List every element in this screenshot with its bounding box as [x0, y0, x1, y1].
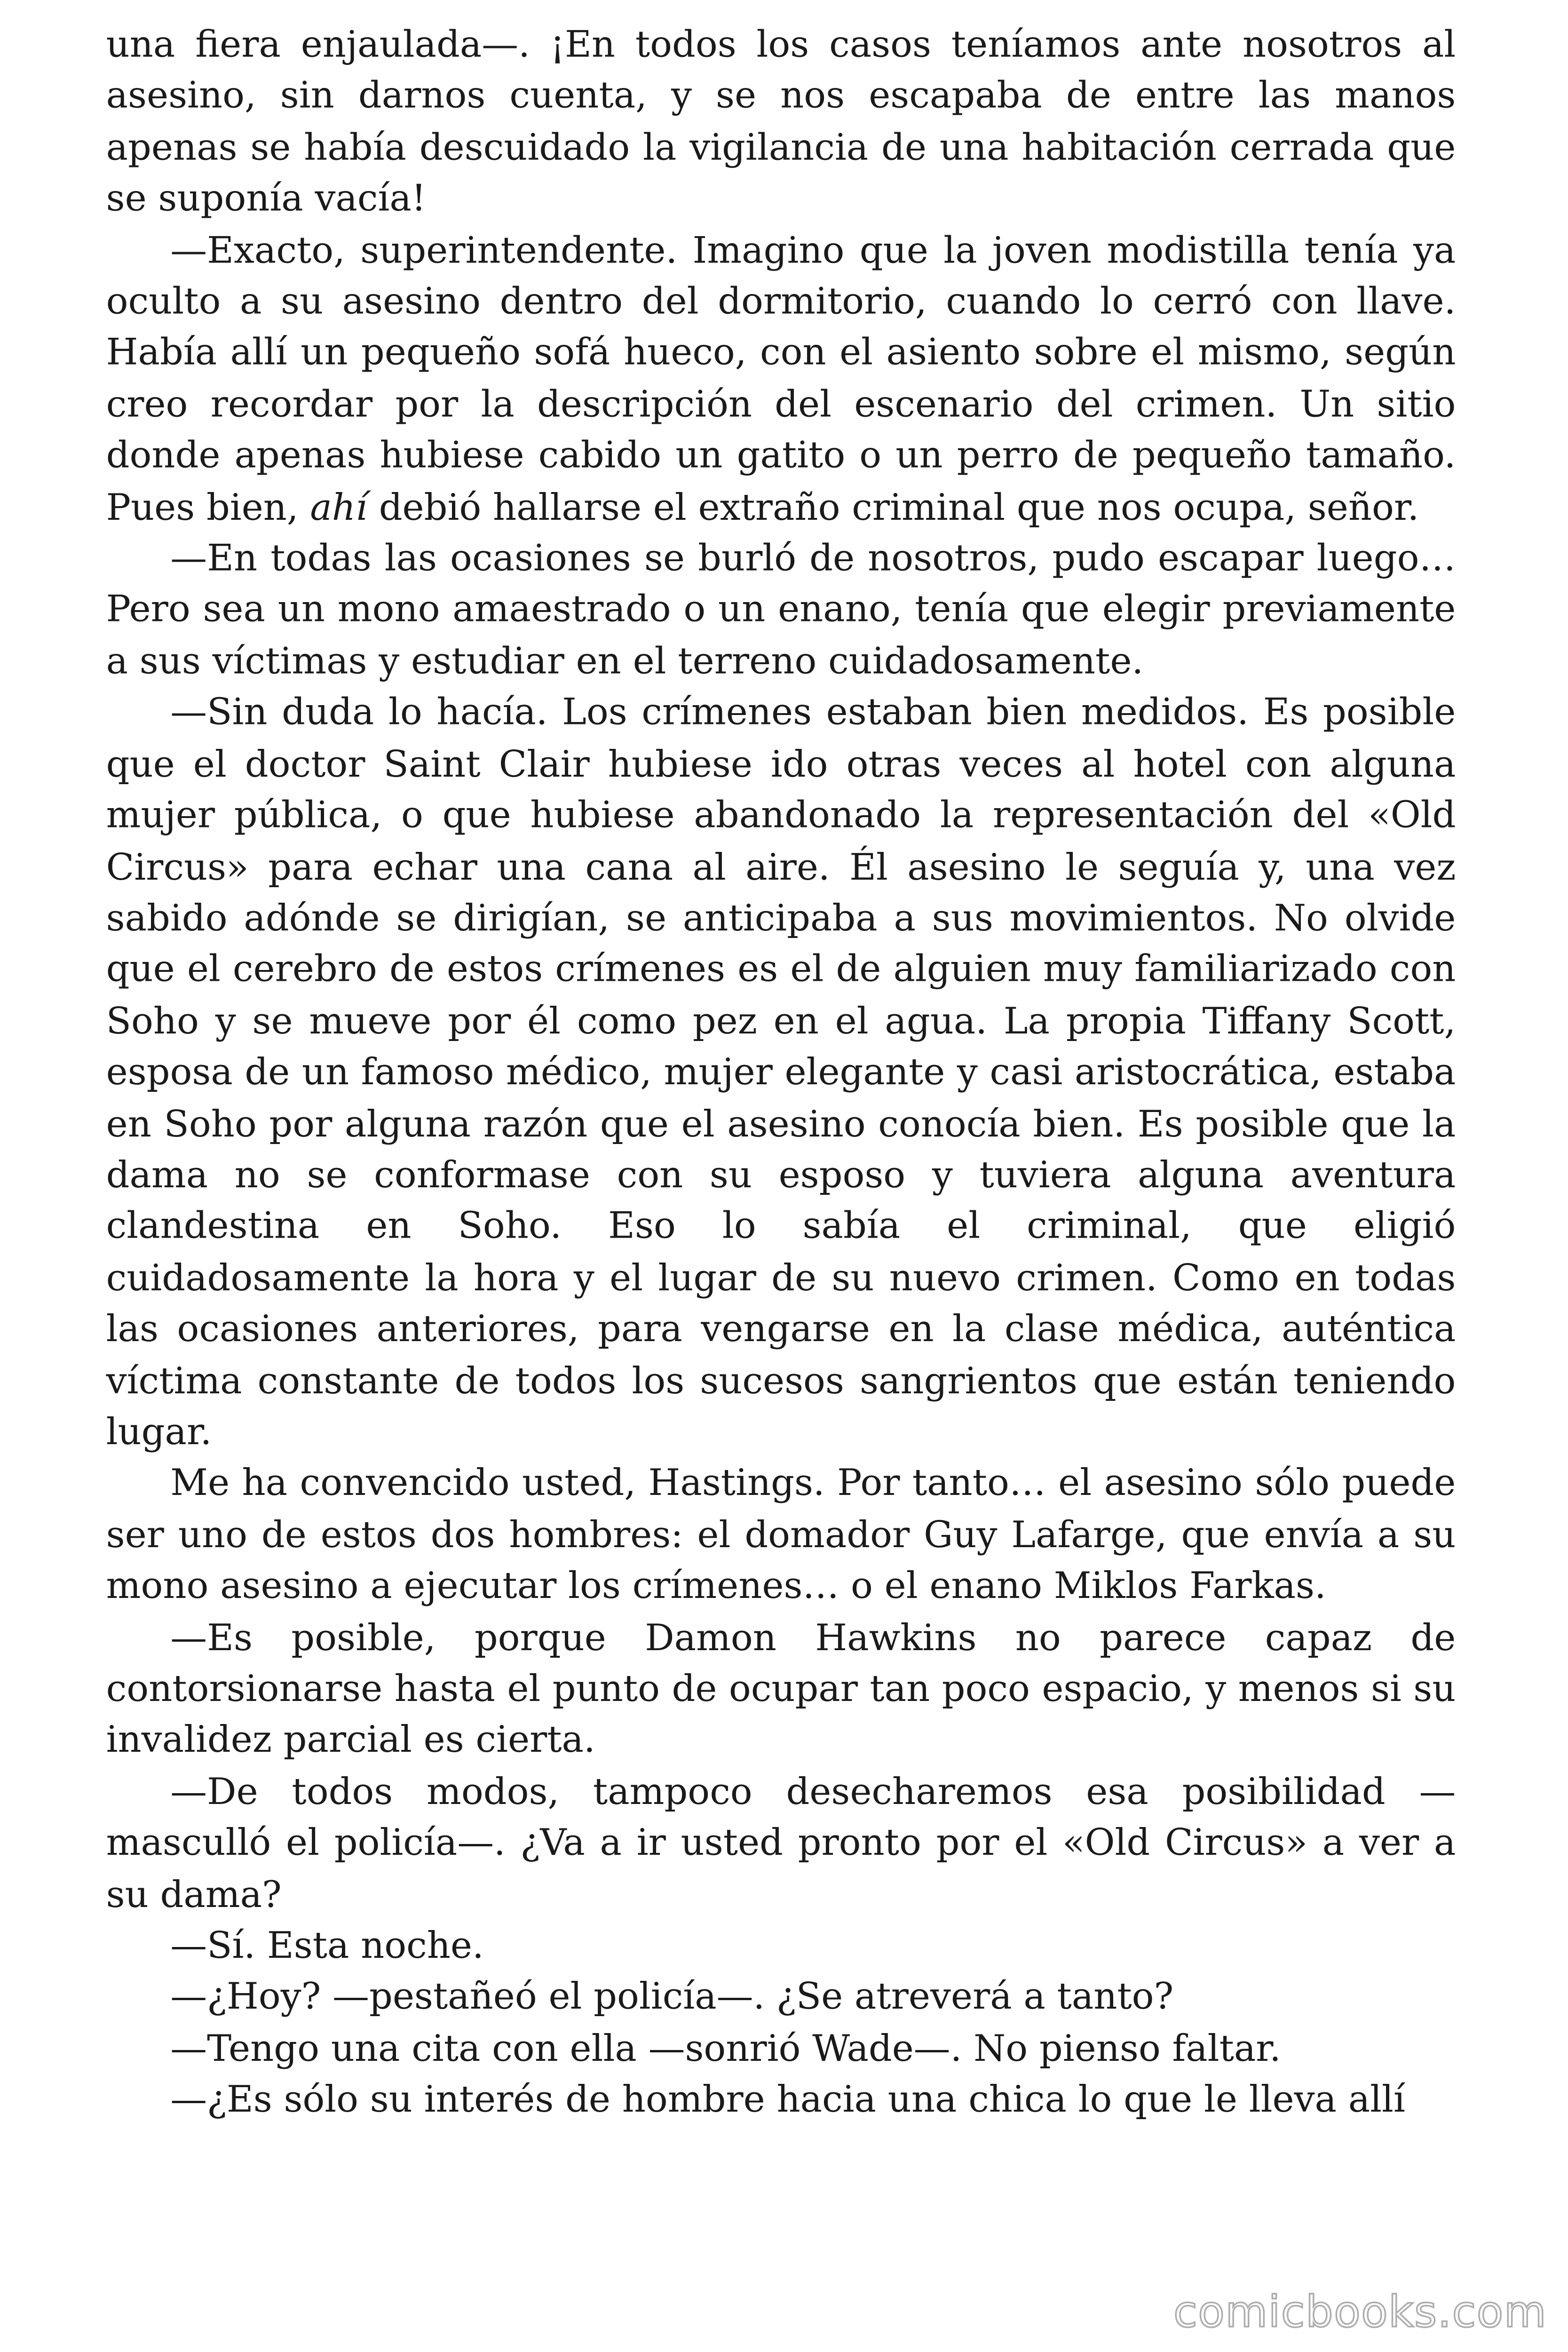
paragraph-9 — [106, 1972, 1456, 2023]
body-text — [106, 19, 1456, 2126]
watermark-logo: comicbooks.com — [1173, 2286, 1547, 2337]
paragraph-text: —Exacto, superintendente. Imagino que la joven modistilla tenía ya oculto a su asesino dentro del dormitorio, cuando lo cerró con llave. Había allí un pequeño sofá hueco, con el asiento sobre el mismo, según creo recordar por la descripción del escenario del crimen. Un sitio donde apenas hubiese cabido un gatito o un perro de pequeño tamaño. Pues bien, — [106, 228, 1456, 528]
paragraph-2 — [106, 225, 1456, 533]
paragraph-text: —Sin duda lo hacía. Los crímenes estaban bien medidos. Es posible que el doctor Saint Clair hubiese ido otras veces al hotel con alguna mujer pública, o que hubiese abandonado la representación del «Old Circus» para echar una cana al aire. Él asesino le seguía y, una vez sabido adónde se dirigían, se anticipaba a sus movimientos. No olvide que el cerebro de estos crímenes es el de alguien muy familiarizado con Soho y se mueve por él como pez en el agua. La propia Tiffany Scott, esposa de un famoso médico, mujer elegante y casi aristocrática, estaba en Soho por alguna razón que el asesino conocía bien. Es posible que la dama no se conformase con su esposo y tuviera alguna aventura clandestina en Soho. Eso lo sabía el criminal, que eligió cuidadosamente la hora y el lugar de su nuevo crimen. Como en todas las ocasiones anteriores, para vengarse en la clase médica, auténtica víctima constante de todos los sucesos sangrientos que están teniendo lugar. — [106, 690, 1456, 1453]
paragraph-3 — [106, 533, 1456, 688]
paragraph-6 — [106, 1612, 1456, 1766]
paragraph-4 — [106, 687, 1456, 1458]
paragraph-text: —Tengo una cita con ella —sonrió Wade—. No pienso faltar. — [170, 2026, 1281, 2070]
paragraph-5 — [106, 1458, 1456, 1613]
paragraph-text: —De todos modos, tampoco desecharemos esa posibilidad —masculló el policía—. ¿Va a ir usted pronto por el «Old Circus» a ver a su dama? — [106, 1769, 1456, 1915]
paragraph-text: —¿Es sólo su interés de hombre hacia una chica lo que le lleva allí — [170, 2077, 1405, 2121]
paragraph-text: —¿Hoy? —pestañeó el policía—. ¿Se atreverá a tanto? — [170, 1975, 1174, 2018]
paragraph-text: Me ha convencido usted, Hastings. Por tanto… el asesino sólo puede ser uno de estos dos hombres: el domador Guy Lafarge, que envía a su mono asesino a ejecutar los crímenes… o el enano Miklos Farkas. — [106, 1461, 1456, 1607]
paragraph-10 — [106, 2023, 1456, 2074]
paragraph-text: —En todas las ocasiones se burló de nosotros, pudo escapar luego… Pero sea un mono amaestrado o un enano, tenía que elegir previamente a sus víctimas y estudiar en el terreno cuidadosamente. — [106, 536, 1456, 683]
paragraph-text: —Es posible, porque Damon Hawkins no parece capaz de contorsionarse hasta el punto de ocupar tan poco espacio, y menos si su invalidez parcial es cierta. — [106, 1615, 1456, 1762]
paragraph-1 — [106, 19, 1456, 225]
paragraph-text: —Sí. Esta noche. — [170, 1923, 484, 1967]
paragraph-text-continued: debió hallarse el extraño criminal que nos ocupa, señor. — [367, 485, 1419, 528]
paragraph-7 — [106, 1766, 1456, 1921]
paragraph-8 — [106, 1921, 1456, 1972]
paragraph-text: una fiera enjaulada—. ¡En todos los casos teníamos ante nosotros al asesino, sin darnos cuenta, y se nos escapaba de entre las manos apenas se había descuidado la vigilancia de una habitación cerrada que se suponía vacía! — [106, 22, 1456, 220]
paragraph-11 — [106, 2074, 1456, 2126]
emphasized-word: ahí — [310, 485, 367, 528]
